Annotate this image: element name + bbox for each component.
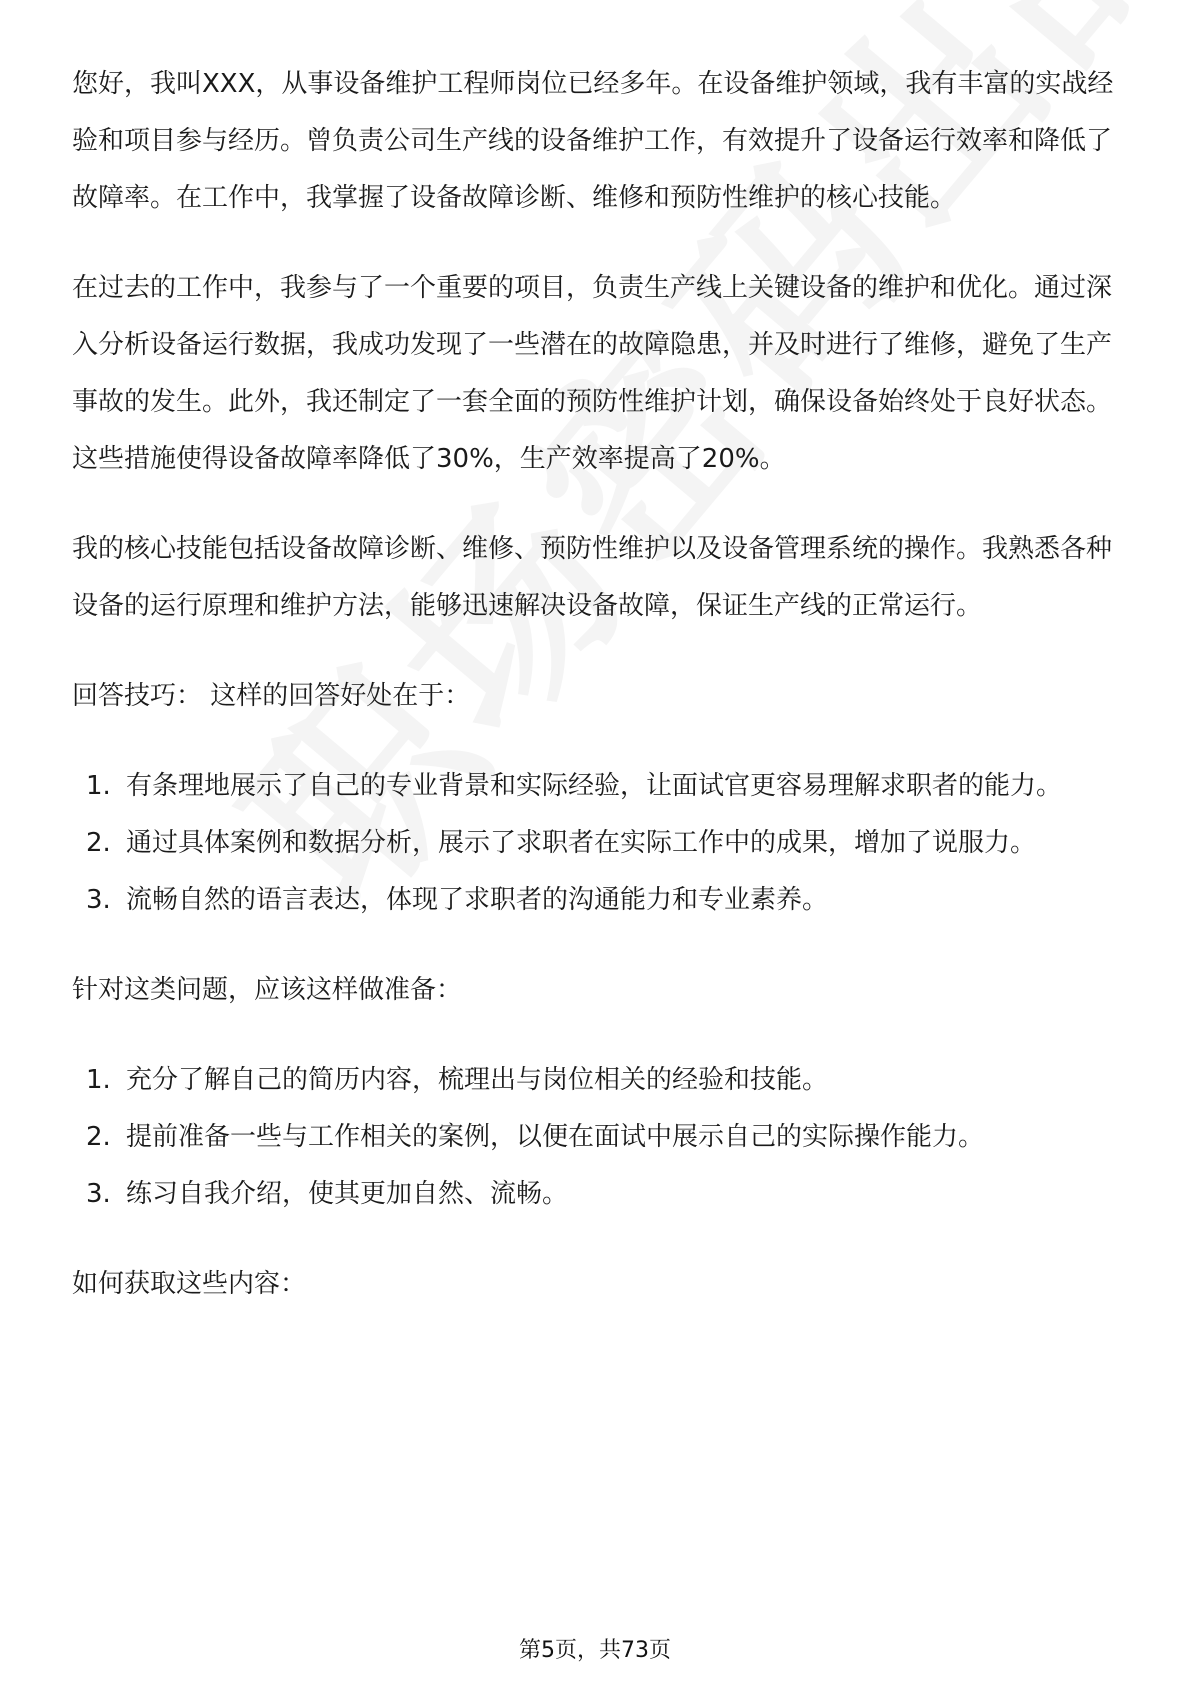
prep-heading: 针对这类问题，应该这样做准备：: [72, 975, 463, 1005]
list-item-text: 流畅自然的语言表达，体现了求职者的沟通能力和专业素养。: [126, 885, 829, 915]
list-item-number: 3.: [86, 1179, 111, 1209]
list-item: [72, 872, 1122, 929]
paragraph-project: 在过去的工作中，我参与了一个重要的项目，负责生产线上关键设备的维护和优化。通过深入分析设备运行数据，我成功发现了一些潜在的故障隐患，并及时进行了维修，避免了生产事故的发生。此外，我还制定了一套全面的预防性维护计划，确保设备始终处于良好状态。这些措施使得设备故障率降低了30%，生产效率提高了20%。: [72, 273, 1113, 474]
tips-heading: 回答技巧： 这样的回答好处在于：: [72, 681, 471, 711]
list-item-text: 充分了解自己的简历内容，梳理出与岗位相关的经验和技能。: [126, 1065, 829, 1095]
list-item-number: 1.: [86, 771, 111, 801]
list-item-number: 3.: [86, 885, 111, 915]
howto-heading: 如何获取这些内容：: [72, 1269, 307, 1299]
list-item-number: 2.: [86, 1122, 111, 1152]
prep-list: [72, 1052, 1122, 1223]
paragraph-skills: 我的核心技能包括设备故障诊断、维修、预防性维护以及设备管理系统的操作。我熟悉各种设备的运行原理和维护方法，能够迅速解决设备故障，保证生产线的正常运行。: [72, 534, 1113, 621]
list-item: [72, 758, 1122, 815]
list-item-text: 有条理地展示了自己的专业背景和实际经验，让面试官更容易理解求职者的能力。: [126, 771, 1063, 801]
list-item-text: 练习自我介绍，使其更加自然、流畅。: [126, 1179, 569, 1209]
list-item-text: 提前准备一些与工作相关的案例，以便在面试中展示自己的实际操作能力。: [126, 1122, 985, 1152]
list-item: [72, 1109, 1122, 1166]
list-item: [72, 1166, 1122, 1223]
list-item-number: 2.: [86, 828, 111, 858]
list-item: [72, 815, 1122, 872]
paragraph-intro: 您好，我叫XXX，从事设备维护工程师岗位已经多年。在设备维护领域，我有丰富的实战经验和项目参与经历。曾负责公司生产线的设备维护工作，有效提升了设备运行效率和降低了故障率。在工作中，我掌握了设备故障诊断、维修和预防性维护的核心技能。: [72, 69, 1114, 213]
tips-list: [72, 758, 1122, 929]
page-number: 第5页，共73页: [519, 1638, 671, 1663]
list-item-number: 1.: [86, 1065, 111, 1095]
list-item: [72, 1052, 1122, 1109]
list-item-text: 通过具体案例和数据分析，展示了求职者在实际工作中的成果，增加了说服力。: [126, 828, 1037, 858]
document-body: [72, 56, 1122, 1313]
